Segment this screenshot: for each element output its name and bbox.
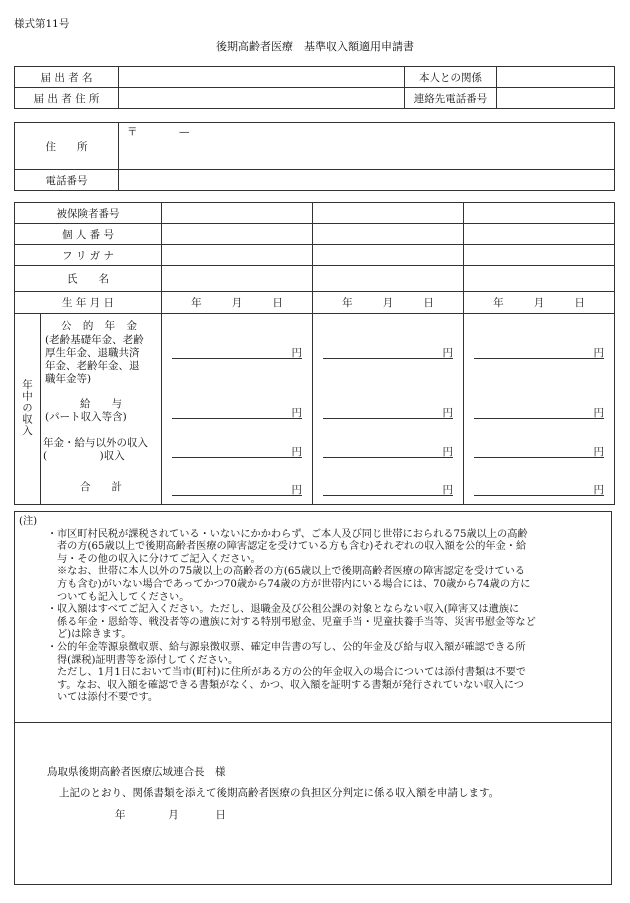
note-line: 者の方(65歳以上で後期高齢者医療の障害認定を受けている方も含む)それぞれの収入額を公的年金・給 bbox=[57, 541, 527, 553]
note-line: 与・その他の収入に分けてご記入ください。 bbox=[57, 553, 261, 565]
day-unit: 日 bbox=[215, 809, 226, 821]
note-line: ※なお、世帯に本人以外の75歳以上の高齢者の方(65歳以上で後期高齢者医療の障害認定を受けている bbox=[57, 566, 525, 578]
addressee: 鳥取県後期高齢者医療広域連合長 様 bbox=[47, 766, 226, 778]
contact-address-field[interactable] bbox=[119, 123, 615, 170]
birthdate-field-2[interactable] bbox=[313, 292, 464, 314]
yen-unit: 円 bbox=[442, 407, 453, 419]
pension-title: 公 的 年 金 bbox=[60, 320, 141, 332]
mynumber-field-1[interactable] bbox=[162, 224, 313, 245]
pension-note-3: 年金、老齢年金、退 bbox=[45, 360, 140, 372]
yen-unit: 円 bbox=[593, 484, 604, 496]
income-side-label: 年中の収入 bbox=[15, 314, 41, 505]
total-label: 合 計 bbox=[80, 481, 122, 493]
note-line: 公的年金等源泉徴収票、給与源泉徴収票、確定申告書の写し、公的年金及び給与収入額が確認できる所 bbox=[57, 641, 526, 653]
yen-unit: 円 bbox=[442, 446, 453, 458]
income-categories bbox=[41, 314, 162, 505]
form-number: 様式第11号 bbox=[14, 18, 70, 30]
mynumber-field-3[interactable] bbox=[464, 224, 615, 245]
relation-field[interactable] bbox=[497, 67, 615, 88]
page-title: 後期高齢者医療 基準収入額適用申請書 bbox=[216, 40, 414, 53]
month-unit: 月 bbox=[168, 809, 179, 821]
applicant-name-label: 届 出 者 名 bbox=[15, 67, 119, 88]
insured-number-field-3[interactable] bbox=[464, 203, 615, 224]
name-label: 氏 名 bbox=[15, 266, 162, 292]
yen-unit: 円 bbox=[593, 446, 604, 458]
contact-tel-label: 電話番号 bbox=[15, 170, 119, 191]
note-line: 得(課税)証明書等を添付してください。 bbox=[57, 654, 239, 666]
birthdate-field-1[interactable] bbox=[162, 292, 313, 314]
contact-phone-label: 連絡先電話番号 bbox=[405, 88, 497, 109]
note-line: 収入額はすべてご記入ください。ただし、退職金及び公租公課の対象とならない収入(障害又は遺族に bbox=[57, 604, 520, 616]
yen-unit: 円 bbox=[442, 484, 453, 496]
declaration-box bbox=[14, 722, 612, 885]
yen-unit: 円 bbox=[291, 347, 302, 359]
contact-table bbox=[14, 122, 615, 191]
year-unit: 年 bbox=[493, 297, 504, 309]
declaration-date[interactable] bbox=[115, 809, 226, 822]
contact-phone-field[interactable] bbox=[497, 88, 615, 109]
income-amounts-3 bbox=[464, 314, 615, 505]
other-income-line-2: ( )収入 bbox=[43, 450, 125, 462]
note-line: 市区町村民税が課税されている・いないにかかわらず、ご本人及び同じ世帯におられる75歳以上の高齢 bbox=[57, 528, 528, 540]
kana-field-2[interactable] bbox=[313, 245, 464, 266]
insured-table bbox=[14, 202, 615, 505]
name-field-3[interactable] bbox=[464, 266, 615, 292]
applicant-address-field[interactable] bbox=[119, 88, 405, 109]
insured-number-label: 被保険者番号 bbox=[15, 203, 162, 224]
applicant-table bbox=[14, 66, 615, 109]
year-unit: 年 bbox=[115, 809, 126, 821]
declaration-statement: 上記のとおり、関係書類を添えて後期高齢者医療の負担区分判定に係る収入額を申請します。 bbox=[59, 787, 500, 799]
month-unit: 月 bbox=[231, 297, 243, 309]
month-unit: 月 bbox=[533, 297, 545, 309]
name-field-2[interactable] bbox=[313, 266, 464, 292]
other-income-line-1: 年金・給与以外の収入 bbox=[43, 437, 148, 449]
salary-note: (パート収入等含) bbox=[45, 411, 127, 423]
day-unit: 日 bbox=[574, 297, 585, 309]
pension-note-1: (老齢基礎年金、老齢 bbox=[45, 334, 144, 346]
name-field-1[interactable] bbox=[162, 266, 313, 292]
yen-unit: 円 bbox=[593, 347, 604, 359]
postal-dash: — bbox=[179, 126, 190, 138]
kana-label: フ リ ガ ナ bbox=[15, 245, 162, 266]
relation-label: 本人との関係 bbox=[405, 67, 497, 88]
year-unit: 年 bbox=[191, 297, 202, 309]
day-unit: 日 bbox=[423, 297, 434, 309]
contact-tel-field[interactable] bbox=[119, 170, 615, 191]
postal-mark: 〒 bbox=[127, 126, 138, 138]
note-line: ついても記入してください。 bbox=[57, 591, 190, 603]
kana-field-1[interactable] bbox=[162, 245, 313, 266]
pension-note-4: 職年金等) bbox=[45, 373, 92, 385]
yen-unit: 円 bbox=[291, 446, 302, 458]
insured-number-field-2[interactable] bbox=[313, 203, 464, 224]
mynumber-field-2[interactable] bbox=[313, 224, 464, 245]
notes-header: (注) bbox=[19, 516, 38, 527]
month-unit: 月 bbox=[382, 297, 394, 309]
income-amounts-1 bbox=[162, 314, 313, 505]
insured-number-field-1[interactable] bbox=[162, 203, 313, 224]
yen-unit: 円 bbox=[291, 484, 302, 496]
salary-title: 給 与 bbox=[80, 398, 122, 410]
kana-field-3[interactable] bbox=[464, 245, 615, 266]
note-line: 方も含む)がいない場合であってかつ70歳から74歳の方が世帯内にいる場合には、70歳から74歳の方に bbox=[57, 578, 531, 590]
mynumber-label: 個 人 番 号 bbox=[15, 224, 162, 245]
note-line: ただし、1月1日において当市(町村)に住所がある方の公的年金収入の場合については添付書類は不要で bbox=[57, 667, 526, 679]
pension-note-2: 厚生年金、退職共済 bbox=[45, 347, 140, 359]
income-amounts-2 bbox=[313, 314, 464, 505]
applicant-address-label: 届 出 者 住 所 bbox=[15, 88, 119, 109]
note-line: ど)は除きます。 bbox=[57, 629, 132, 641]
note-line: いては添付不要です。 bbox=[57, 692, 159, 704]
contact-address-label: 住 所 bbox=[15, 123, 119, 170]
birthdate-label: 生 年 月 日 bbox=[15, 292, 162, 314]
year-unit: 年 bbox=[342, 297, 353, 309]
day-unit: 日 bbox=[272, 297, 283, 309]
birthdate-field-3[interactable] bbox=[464, 292, 615, 314]
note-line: 係る年金・恩給等、戦没者等の遺族に対する特別弔慰金、児童手当・児童扶養手当等、災害弔慰金等など bbox=[57, 616, 536, 628]
applicant-name-field[interactable] bbox=[119, 67, 405, 88]
yen-unit: 円 bbox=[593, 407, 604, 419]
yen-unit: 円 bbox=[442, 347, 453, 359]
notes-box: (注) ・ 市区町村民税が課税されている・いないにかかわらず、ご本人及び同じ世帯におられる75歳以上の高齢 者の方(65歳以上で後期高齢者医療の障害認定を受けている方も含む)それぞれの収入額を公的年金・給 与・その他の収入に分けてご記入ください。 ※なお、世帯に本人以外の75歳以上の高齢者の方(65歳以上で後期高齢者医療の障害認定を受けている 方も含む)がいない場合であってかつ70歳から74歳の方が世帯内にいる場合には、70歳から74歳の方に ついても記入してください。 ・ 収入額はすべてご記入ください。ただし、退職金及び公租公課の対象とならない収入(障害又は遺族に 係る年金・恩給等、戦没者等の遺族に対する特別弔慰金、児童手当・児童扶養手当等、災害弔慰金等など ど)は除きます。 ・ 公的年金等源泉徴収票、給与源泉徴収票、確定申告書の写し、公的年金及び給与収入額が確認できる所 得(課税)証明書等を添付してください。 ただし、1月1日において当市(町村)に住所がある方の公的年金収入の場合については添付書類は不要で す。なお、収入額を確認できる書類がなく、かつ、収入額を証明する書類が発行されていない収入につ いては添付不要です。 bbox=[14, 511, 612, 723]
note-line: す。なお、収入額を確認できる書類がなく、かつ、収入額を証明する書類が発行されていない収入につ bbox=[57, 679, 524, 691]
yen-unit: 円 bbox=[291, 407, 302, 419]
